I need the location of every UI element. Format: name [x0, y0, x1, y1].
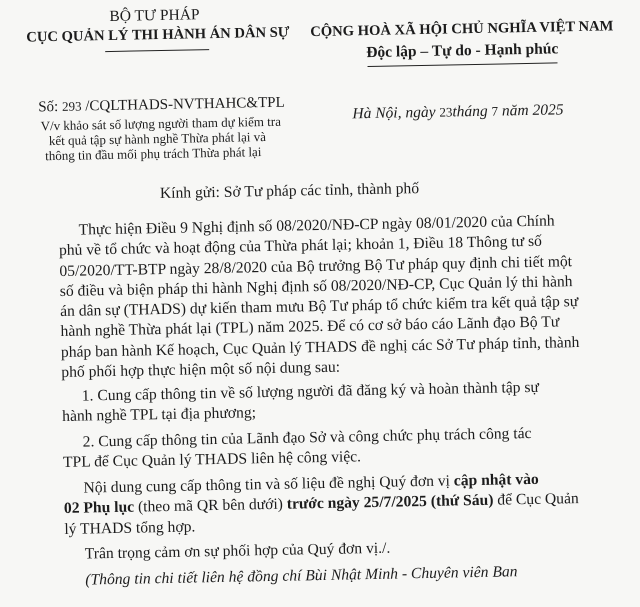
- contact-note: [65, 561, 585, 591]
- request-text-2a: (theo mã QR bên dưới): [133, 495, 287, 516]
- date-month: 7: [491, 103, 499, 119]
- recipient-line: Kính gửi: Sở Tư pháp các tỉnh, thành phố: [159, 180, 420, 203]
- agency-underline: [105, 49, 209, 52]
- item-1-line-2: hành nghề TPL tại địa phương;: [62, 404, 257, 426]
- thanks-line: [65, 535, 585, 565]
- nation-motto: Độc lập – Tự do - Hạnh phúc: [366, 40, 559, 62]
- number-value: 293: [61, 98, 82, 114]
- intro-line-8: phố phối hợp thực hiện một số nội dung sau:: [61, 358, 341, 382]
- thanks-text: Trân trọng cảm ơn sự phối hợp của Quý đơn vị./.: [84, 539, 391, 563]
- number-label: Số:: [38, 98, 59, 116]
- issue-date: [352, 101, 563, 123]
- date-day: 23: [439, 104, 453, 120]
- ministry-name: BỘ TƯ PHÁP: [109, 6, 200, 25]
- intro-line-1: Thực hiện Điều 9 Nghị định số 08/2020/NĐ-CP ngày 08/01/2020 của Chính: [78, 212, 555, 239]
- number-code: /CQLTHADS-NVTHAHC&TPL: [85, 94, 285, 115]
- intro-line-7: pháp ban hành Kế hoạch, Cục Quản lý THADS đề nghị các Sở Tư pháp tỉnh, thành: [60, 333, 580, 361]
- item-2-line-1: 2. Cung cấp thông tin của Lãnh đạo Sở và công chức phụ trách công tác: [82, 424, 532, 451]
- request-emphasis-appendix: 02 Phụ lục: [63, 498, 135, 518]
- date-year: năm 2025: [501, 101, 564, 120]
- intro-paragraph: [58, 211, 581, 383]
- intro-line-2: phủ về tổ chức và hoạt động của Thừa phát lại; khoản 1, Điều 18 Thông tư số: [58, 233, 543, 260]
- intro-line-4: số điều và biện pháp thi hành Nghị định số 08/2020/NĐ-CP, Cục Quản lý thi hành: [59, 273, 573, 300]
- request-emphasis-deadline: trước ngày 25/7/2025 (thứ Sáu): [286, 492, 494, 513]
- item-2-line-2: TPL để Cục Quản lý THADS liên hệ công việc.: [62, 448, 362, 472]
- request-paragraph: [63, 469, 584, 540]
- request-line-3: lý THADS tổng hợp.: [64, 518, 196, 538]
- intro-line-6: hành nghề Thừa phát lại (TPL) năm 2025. Để có cơ sở báo cáo Lãnh đạo Bộ Tư: [60, 313, 560, 341]
- motto-underline: [368, 62, 558, 67]
- subject-line-1: V/v khảo sát số lượng người tham dự kiểm tra: [40, 113, 282, 134]
- intro-line-3: 05/2020/TT-BTP ngày 28/8/2020 của Bộ trưởng Bộ Tư pháp quy định chi tiết một: [59, 252, 573, 280]
- item-1: [62, 377, 583, 428]
- request-text-2b: để Cục Quản: [493, 490, 579, 510]
- document-number: [38, 95, 285, 117]
- date-place: Hà Nội, ngày: [352, 103, 436, 123]
- request-text-1: Nội dung cung cấp thông tin và số liệu đề nghị Quý đơn vị: [83, 472, 454, 497]
- request-emphasis-update: cập nhật vào: [453, 470, 539, 490]
- subject-line-2: kết quả tập sự hành nghề Thừa phát lại và: [48, 129, 267, 149]
- nation-title: CỘNG HOÀ XÃ HỘI CHỦ NGHĨA VIỆT NAM: [310, 18, 614, 41]
- agency-name: CỤC QUẢN LÝ THI HÀNH ÁN DÂN SỰ: [26, 24, 290, 46]
- subject-line-3: thông tin đầu mối phụ trách Thừa phát lại: [45, 144, 262, 164]
- item-1-line-1: 1. Cung cấp thông tin về số lượng người đã đăng ký và hoàn thành tập sự: [81, 378, 540, 405]
- contact-note-text: (Thông tin chi tiết liên hệ đồng chí Bùi Nhật Minh - Chuyên viên Ban: [85, 563, 518, 589]
- date-month-label: tháng: [452, 102, 488, 121]
- intro-line-5: án dân sự (THADS) dự kiến tham mưu Bộ Tư pháp tổ chức kiểm tra kết quả tập sự: [60, 293, 579, 321]
- item-2: [63, 423, 584, 474]
